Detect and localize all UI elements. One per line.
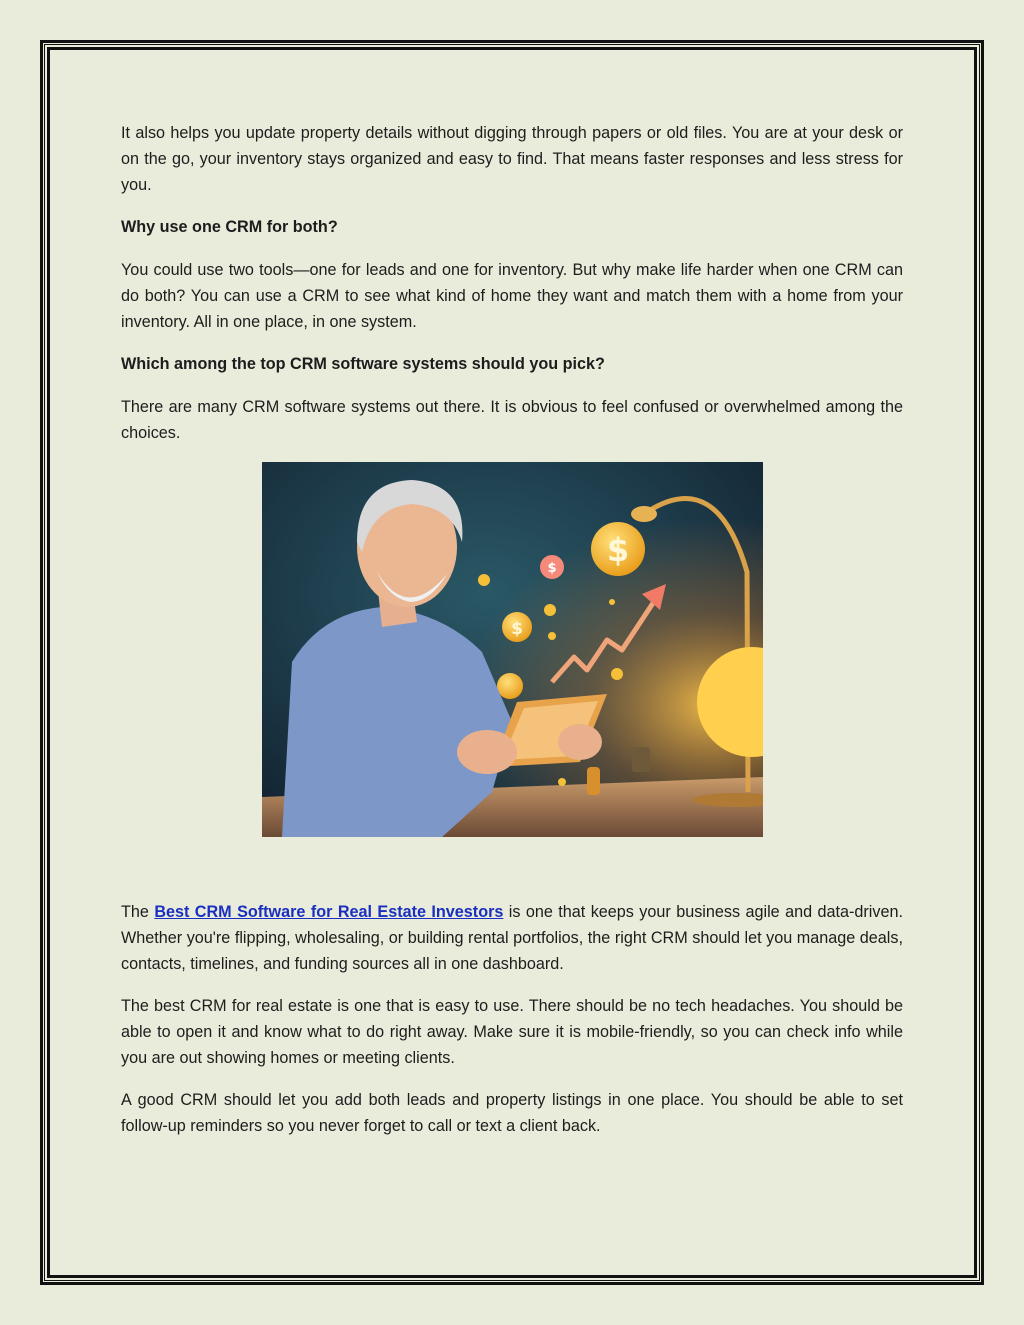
- spacer: [121, 837, 903, 899]
- coin-large-symbol: $: [606, 531, 629, 569]
- document-body: [121, 120, 903, 1155]
- heading-which-crm: Which among the top CRM software systems should you pick?: [121, 355, 605, 373]
- paragraph-best-crm: [121, 899, 903, 977]
- coin-dot: [609, 599, 615, 605]
- paragraph-inventory-updates: It also helps you update property details without digging through papers or old files. You are at your desk or on the go, your inventory stays organized and easy to find. That means faster responses and less stress for you.: [121, 124, 903, 194]
- heading-one-crm: Why use one CRM for both?: [121, 218, 338, 236]
- coin-dot: [611, 668, 623, 680]
- best-crm-suffix: is one that keeps your business agile and data-driven. Whether you're flipping, wholesaling, or building rental portfolios, the right CRM should let you manage deals, contacts, timelines, and funding sources all in one dashboard.: [121, 903, 903, 973]
- illustration-man-with-tablet: [262, 462, 763, 837]
- hand-left: [457, 730, 517, 774]
- best-crm-link[interactable]: Best CRM Software for Real Estate Investors: [154, 903, 504, 921]
- coin-small: [497, 673, 523, 699]
- paragraph-leads-listings: A good CRM should let you add both leads and property listings in one place. You should be able to set follow-up reminders so you never forget to call or text a client back.: [121, 1091, 903, 1135]
- best-crm-prefix: The: [121, 903, 155, 921]
- coin-dot: [558, 778, 566, 786]
- paragraph-two-tools: You could use two tools—one for leads and one for inventory. But why make life harder when one CRM can do both? You can use a CRM to see what kind of home they want and match them with a home from your inventory. All in one place, in one system.: [121, 261, 903, 331]
- plant-pot: [632, 747, 650, 772]
- coin-medium-symbol: $: [510, 619, 523, 639]
- coin-dot: [548, 632, 556, 640]
- coin-dot: [544, 604, 556, 616]
- illustration-svg: [262, 462, 763, 837]
- paragraph-easy-to-use: The best CRM for real estate is one that is easy to use. There should be no tech headaches. You should be able to open it and know what to do right away. Make sure it is mobile-friendly, so you can check info while you are out showing homes or meeting clients.: [121, 997, 903, 1067]
- hand-right: [558, 724, 602, 760]
- paragraph-many-systems: There are many CRM software systems out there. It is obvious to feel confused or overwhelmed among the choices.: [121, 398, 903, 442]
- coin-dot: [478, 574, 490, 586]
- small-bottle: [587, 767, 600, 795]
- lamp-head: [631, 506, 657, 522]
- coin-pink-symbol: $: [546, 561, 557, 576]
